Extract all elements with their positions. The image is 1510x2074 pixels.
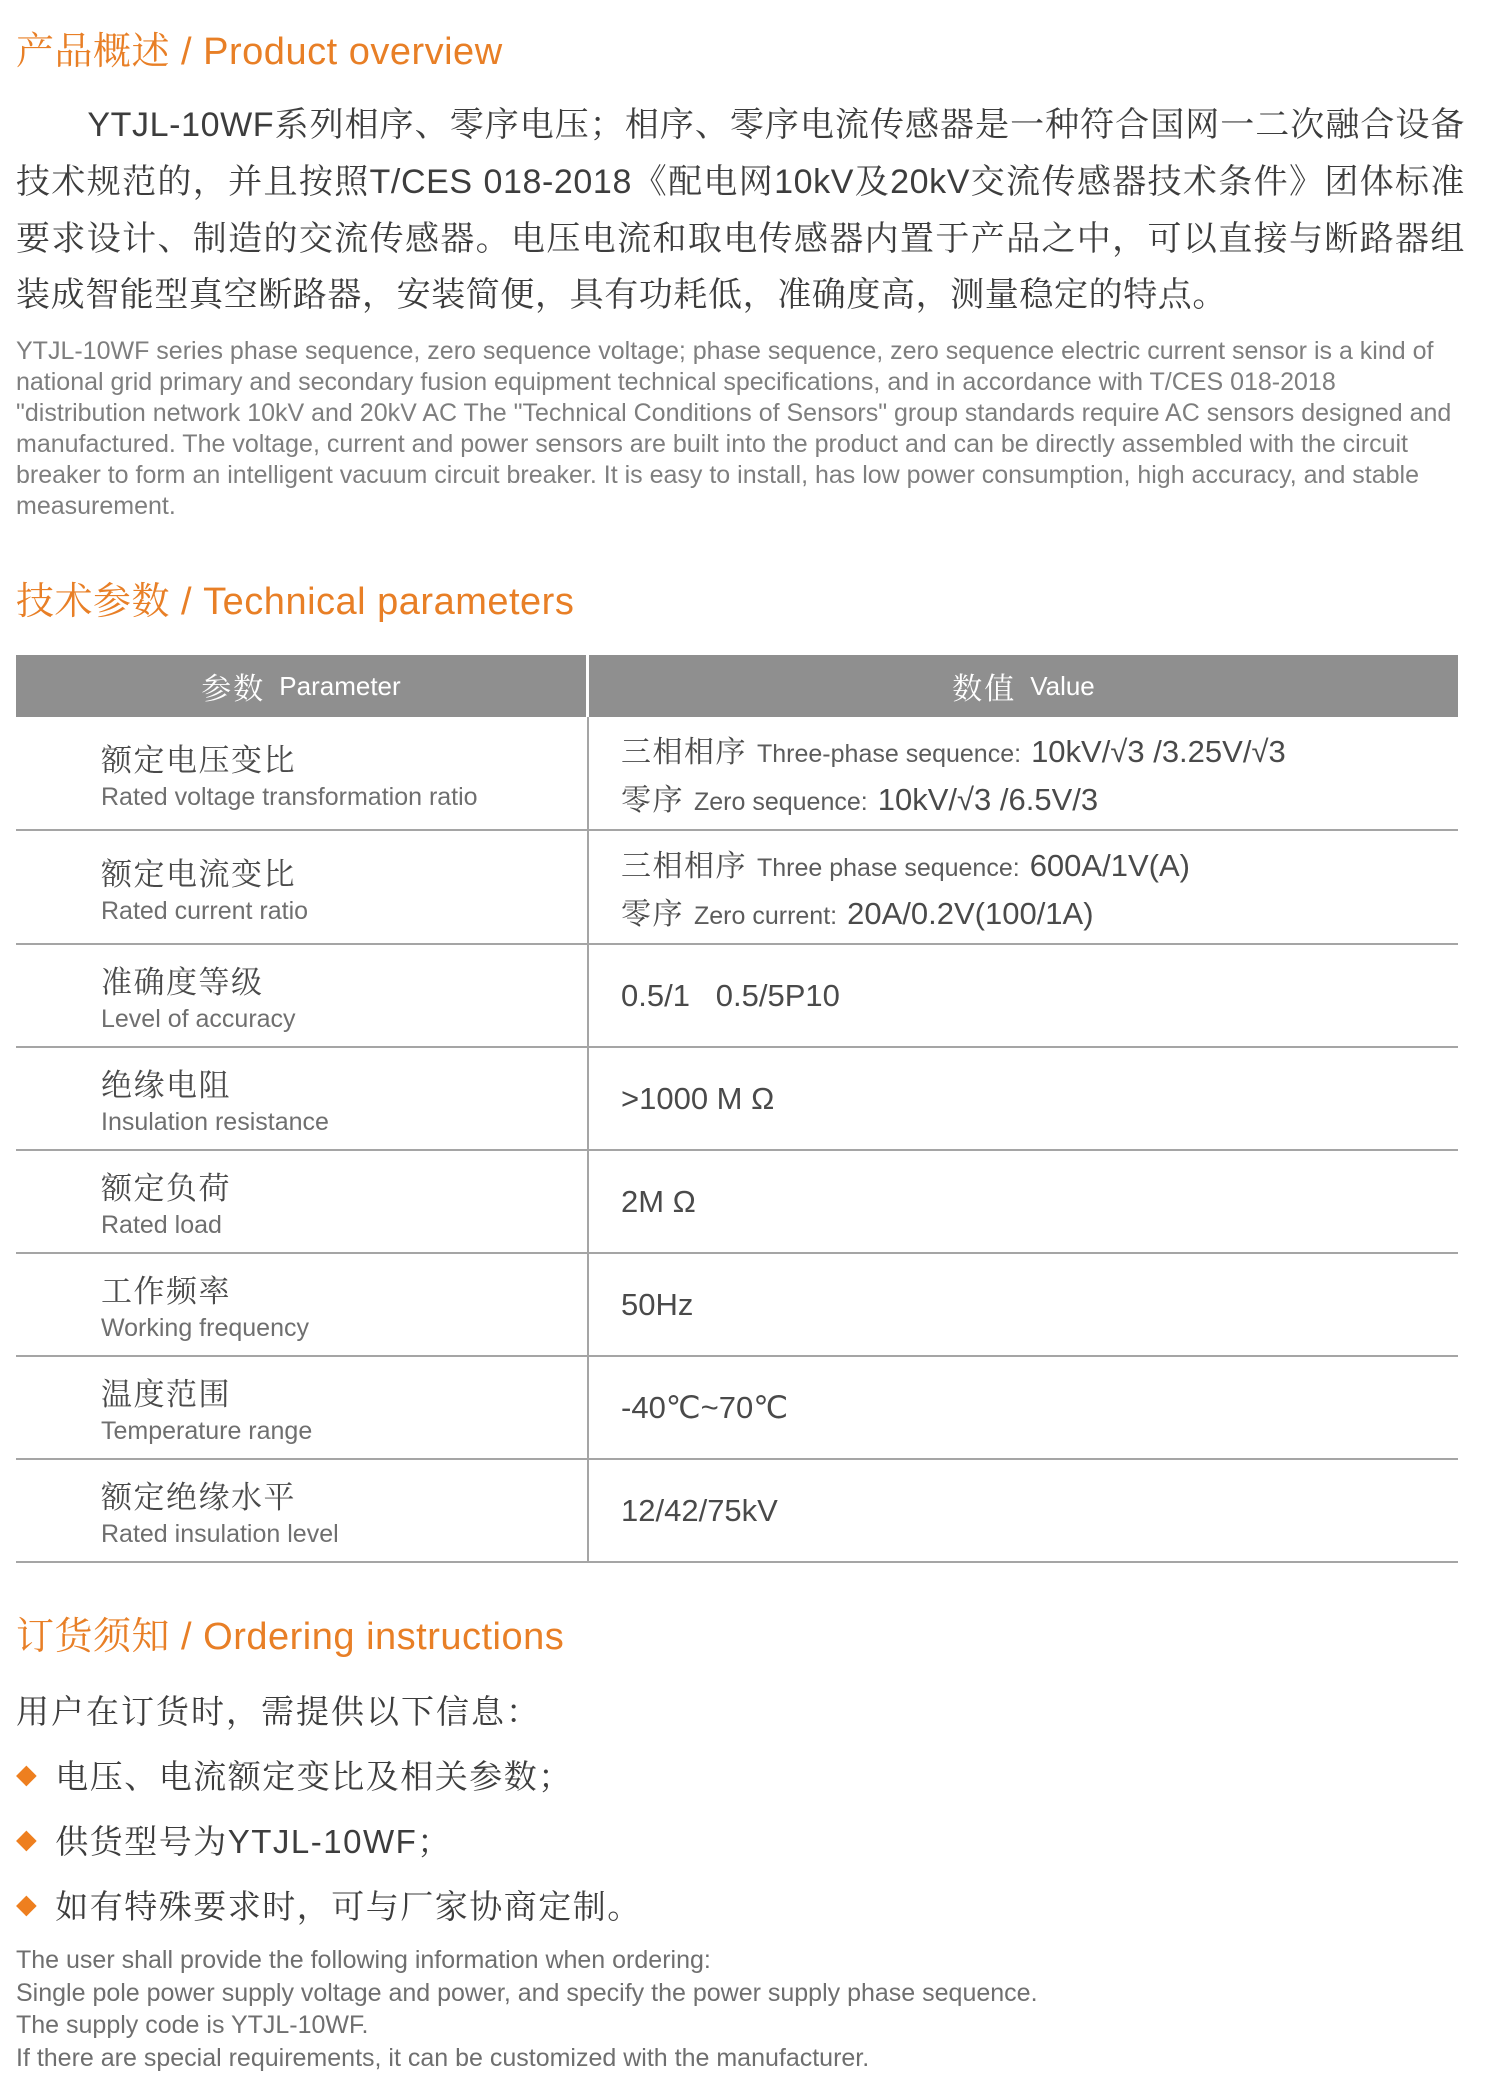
parameter-name-zh: 准确度等级 <box>101 965 264 1001</box>
value-label-en: Zero current: <box>694 902 838 931</box>
value-text: 12/42/75kV <box>621 1492 778 1528</box>
value-line <box>621 978 1448 1014</box>
parameter-cell <box>16 1460 589 1561</box>
ordering-bullet-list <box>16 1751 1465 1928</box>
ordering-note-line: The supply code is YTJL-10WF. <box>16 2011 369 2040</box>
table-row-rated-insulation-level <box>16 1460 1458 1563</box>
value-cell <box>589 717 1458 829</box>
ordering-instructions-heading: 订货须知 / Ordering instructions <box>16 1616 565 1659</box>
value-text: 600A/1V(A) <box>1029 848 1190 884</box>
value-label-en: Three phase sequence: <box>757 854 1020 883</box>
value-line <box>621 1287 1448 1323</box>
bullet-text: 电压、电流额定变比及相关参数； <box>55 1758 573 1796</box>
table-row-accuracy-level <box>16 945 1458 1048</box>
table-header-value <box>589 655 1458 717</box>
value-line <box>621 841 1448 885</box>
diamond-bullet-icon: ◆ <box>16 1759 39 1790</box>
value-cell <box>589 1460 1458 1561</box>
diamond-bullet-icon: ◆ <box>16 1889 39 1920</box>
table-row-temperature-range <box>16 1357 1458 1460</box>
value-line <box>621 889 1448 933</box>
value-text: >1000 M Ω <box>621 1080 775 1116</box>
value-text: 0.5/1 0.5/5P10 <box>621 977 840 1013</box>
parameter-cell <box>16 1357 589 1458</box>
value-text: 10kV/√3 /6.5V/3 <box>877 782 1099 818</box>
value-line <box>621 775 1448 819</box>
list-item <box>16 1816 1465 1863</box>
parameter-name-en: Working frequency <box>101 1314 309 1343</box>
parameter-cell <box>16 1254 589 1355</box>
value-text: 10kV/√3 /3.25V/√3 <box>1031 734 1286 770</box>
value-line <box>621 1493 1448 1529</box>
header-value-zh: 数值 <box>952 673 1017 707</box>
value-cell <box>589 831 1458 943</box>
value-cell <box>589 1048 1458 1149</box>
parameter-cell <box>16 717 589 829</box>
parameter-name-en: Rated current ratio <box>101 896 309 925</box>
value-cell <box>589 1357 1458 1458</box>
ordering-intro-zh: 用户在订货时，需提供以下信息： <box>16 1693 541 1731</box>
parameter-name-zh: 温度范围 <box>101 1377 231 1413</box>
parameter-name-en: Rated voltage transformation ratio <box>101 782 478 811</box>
parameter-cell <box>16 945 589 1046</box>
list-item <box>16 1881 1465 1928</box>
value-line <box>621 727 1448 771</box>
table-row-rated-current-ratio <box>16 831 1458 945</box>
value-label-zh: 零序 <box>621 784 684 818</box>
parameter-cell <box>16 1048 589 1149</box>
list-item <box>16 1751 1465 1798</box>
bullet-text: 如有特殊要求时，可与厂家协商定制。 <box>55 1888 642 1926</box>
table-row-insulation-resistance <box>16 1048 1458 1151</box>
table-header-row <box>16 655 1458 717</box>
parameter-name-zh: 额定电流变比 <box>101 856 296 892</box>
value-cell <box>589 945 1458 1046</box>
parameter-name-en: Insulation resistance <box>101 1108 329 1137</box>
parameter-name-en: Rated load <box>101 1211 222 1240</box>
ordering-note-line: If there are special requirements, it can be customized with the manufacturer. <box>16 2043 870 2072</box>
ordering-notes-en <box>16 1944 1465 2074</box>
table-row-working-frequency <box>16 1254 1458 1357</box>
parameter-name-zh: 额定电压变比 <box>101 742 296 778</box>
parameter-cell <box>16 1151 589 1252</box>
parameter-name-zh: 工作频率 <box>101 1274 231 1310</box>
value-label-zh: 零序 <box>621 898 684 932</box>
product-overview-paragraph-zh: YTJL-10WF系列相序、零序电压；相序、零序电流传感器是一种符合国网一二次融合设备技术规范的，并且按照T/CES 018-2018《配电网10kV及20kV交流传感器技术条件》团体标准要求设计、制造的交流传感器。电压电流和取电传感器内置于产品之中，可以直接与断路器组装成智能型真空断路器，安装简便，具有功耗低，准确度高，测量稳定的特点。 <box>16 106 1465 315</box>
header-parameter-zh: 参数 <box>201 673 266 707</box>
technical-parameters-heading: 技术参数 / Technical parameters <box>16 581 575 624</box>
product-overview-paragraph-en: YTJL-10WF series phase sequence, zero sequence voltage; phase sequence, zero sequence electric current sensor is a kind of national grid primary and secondary fusion equipment technical specifications, and in accordance with T/CES 018-2018 "distribution network 10kV and 20kV AC The "Technical Conditions of Sensors" group standards require AC sensors designed and manufactured. The voltage, current and power sensors are built into the product and can be directly assembled with the circuit breaker to form an intelligent vacuum circuit breaker. It is easy to install, has low power consumption, high accuracy, and stable measurement. <box>16 337 1452 521</box>
value-text: 50Hz <box>621 1286 694 1322</box>
table-header-parameter <box>16 655 589 717</box>
value-line <box>621 1184 1448 1220</box>
parameter-name-zh: 额定绝缘水平 <box>101 1480 296 1516</box>
parameter-name-en: Level of accuracy <box>101 1005 296 1034</box>
table-row-rated-load <box>16 1151 1458 1254</box>
header-value-en: Value <box>1030 670 1095 701</box>
value-cell <box>589 1254 1458 1355</box>
ordering-note-line: The user shall provide the following information when ordering: <box>16 1946 711 1975</box>
ordering-note-line: Single pole power supply voltage and power, and specify the power supply phase sequence. <box>16 1978 1038 2007</box>
header-parameter-en: Parameter <box>279 670 401 701</box>
value-text: -40℃~70℃ <box>621 1389 789 1425</box>
value-cell <box>589 1151 1458 1252</box>
parameter-name-zh: 绝缘电阻 <box>101 1068 231 1104</box>
value-text: 2M Ω <box>621 1183 696 1219</box>
table-row-rated-voltage-ratio <box>16 717 1458 831</box>
parameter-cell <box>16 831 589 943</box>
parameter-name-en: Rated insulation level <box>101 1520 339 1549</box>
value-line <box>621 1390 1448 1426</box>
value-label-en: Zero sequence: <box>694 788 868 817</box>
parameter-name-zh: 额定负荷 <box>101 1171 231 1207</box>
parameter-name-en: Temperature range <box>101 1417 313 1446</box>
value-text: 20A/0.2V(100/1A) <box>847 896 1094 932</box>
value-label-zh: 三相相序 <box>621 850 747 884</box>
diamond-bullet-icon: ◆ <box>16 1824 39 1855</box>
value-label-en: Three-phase sequence: <box>757 740 1022 769</box>
technical-parameters-table <box>16 655 1458 1563</box>
bullet-text: 供货型号为YTJL-10WF； <box>55 1823 452 1861</box>
product-overview-heading: 产品概述 / Product overview <box>16 31 503 73</box>
value-label-zh: 三相相序 <box>621 736 747 770</box>
value-line <box>621 1081 1448 1117</box>
